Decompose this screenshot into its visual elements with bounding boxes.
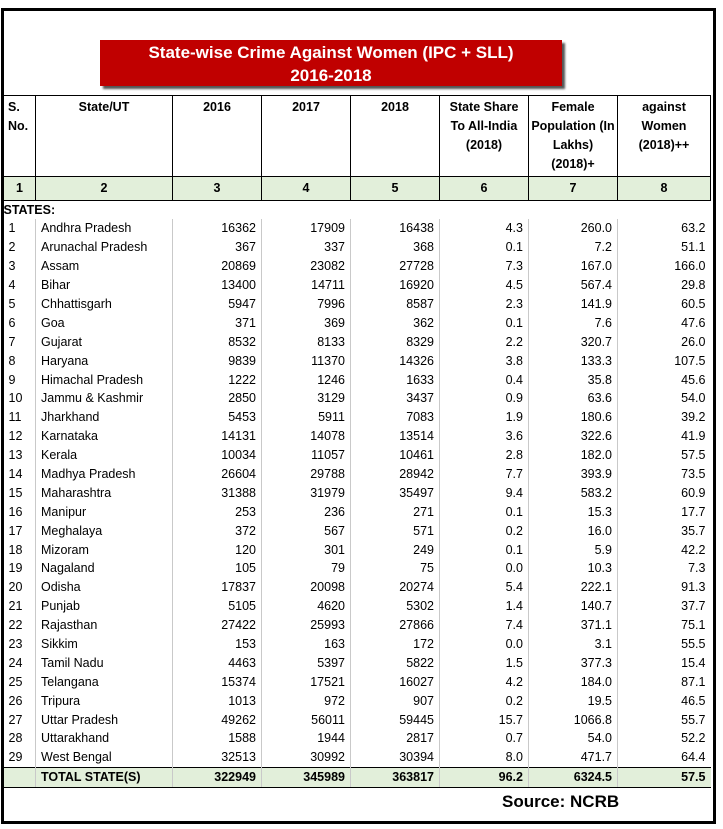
value-cell: 35.7 — [618, 521, 711, 540]
state-name: Sikkim — [36, 635, 173, 654]
serial-number: 19 — [8, 561, 23, 576]
table-row — [4, 238, 711, 257]
value-cell: 141.9 — [529, 295, 618, 314]
column-number: 6 — [440, 177, 529, 201]
value-cell: 0.1 — [440, 238, 529, 257]
state-name: Andhra Pradesh — [36, 219, 173, 238]
value-cell: 26604 — [173, 465, 262, 484]
serial-number: 14 — [8, 467, 23, 482]
value-cell: 28942 — [351, 465, 440, 484]
table-row — [4, 521, 711, 540]
value-cell: 3.6 — [440, 427, 529, 446]
serial-number: 9 — [8, 372, 16, 387]
serial-number: 23 — [8, 637, 23, 652]
value-cell: 184.0 — [529, 672, 618, 691]
value-cell: 14131 — [173, 427, 262, 446]
serial-number: 26 — [8, 693, 23, 708]
value-cell: 2.2 — [440, 332, 529, 351]
table-row — [4, 578, 711, 597]
value-cell: 337 — [262, 238, 351, 257]
table-row — [4, 559, 711, 578]
value-cell: 17.7 — [618, 502, 711, 521]
value-cell: 166.0 — [618, 257, 711, 276]
column-header: 2018 — [351, 96, 440, 177]
value-cell: 52.2 — [618, 729, 711, 748]
table-row — [4, 219, 711, 238]
table-row — [4, 672, 711, 691]
value-cell: 5397 — [262, 653, 351, 672]
value-cell: 57.5 — [618, 446, 711, 465]
serial-number: 18 — [8, 542, 23, 557]
state-name: Uttar Pradesh — [36, 710, 173, 729]
value-cell: 363817 — [351, 767, 440, 787]
table-row — [4, 313, 711, 332]
value-cell: 35.8 — [529, 370, 618, 389]
value-cell: 8133 — [262, 332, 351, 351]
value-cell: 5822 — [351, 653, 440, 672]
value-cell: 471.7 — [529, 748, 618, 767]
crime-table — [3, 95, 711, 788]
table-row — [4, 446, 711, 465]
value-cell: 107.5 — [618, 351, 711, 370]
serial-number: 11 — [8, 410, 22, 425]
state-name: Assam — [36, 257, 173, 276]
value-cell: 972 — [262, 691, 351, 710]
value-cell: 14326 — [351, 351, 440, 370]
value-cell: 9.4 — [440, 483, 529, 502]
state-name: Arunachal Pradesh — [36, 238, 173, 257]
state-name: Rajasthan — [36, 616, 173, 635]
state-name: Tamil Nadu — [36, 653, 173, 672]
value-cell: 260.0 — [529, 219, 618, 238]
serial-number: 24 — [8, 655, 23, 670]
value-cell: 1066.8 — [529, 710, 618, 729]
value-cell: 59445 — [351, 710, 440, 729]
value-cell: 54.0 — [618, 389, 711, 408]
value-cell: 583.2 — [529, 483, 618, 502]
value-cell: 5947 — [173, 295, 262, 314]
column-number: 5 — [351, 177, 440, 201]
source-note: Source: NCRB — [502, 792, 620, 811]
table-row — [4, 465, 711, 484]
value-cell: 180.6 — [529, 408, 618, 427]
value-cell: 2817 — [351, 729, 440, 748]
value-cell: 30992 — [262, 748, 351, 767]
column-number: 2 — [36, 177, 173, 201]
value-cell: 182.0 — [529, 446, 618, 465]
value-cell: 16438 — [351, 219, 440, 238]
value-cell: 10461 — [351, 446, 440, 465]
value-cell: 23082 — [262, 257, 351, 276]
section-row — [4, 201, 711, 220]
value-cell: 15.3 — [529, 502, 618, 521]
value-cell: 14078 — [262, 427, 351, 446]
value-cell: 1246 — [262, 370, 351, 389]
value-cell: 20098 — [262, 578, 351, 597]
value-cell: 222.1 — [529, 578, 618, 597]
value-cell: 60.9 — [618, 483, 711, 502]
state-name: Jammu & Kashmir — [36, 389, 173, 408]
value-cell: 7.3 — [618, 559, 711, 578]
state-name: Manipur — [36, 502, 173, 521]
value-cell: 25993 — [262, 616, 351, 635]
value-cell: 3437 — [351, 389, 440, 408]
value-cell: 6324.5 — [529, 767, 618, 787]
table-row — [4, 729, 711, 748]
serial-number: 17 — [8, 523, 23, 538]
serial-number: 15 — [8, 485, 23, 500]
column-number: 8 — [618, 177, 711, 201]
column-header: Female Population (In Lakhs) (2018)+ — [529, 96, 618, 177]
value-cell: 301 — [262, 540, 351, 559]
state-name: TOTAL STATE(S) — [36, 767, 173, 787]
state-name: Telangana — [36, 672, 173, 691]
value-cell: 0.4 — [440, 370, 529, 389]
value-cell: 5.4 — [440, 578, 529, 597]
value-cell: 27866 — [351, 616, 440, 635]
value-cell: 0.1 — [440, 540, 529, 559]
value-cell: 10034 — [173, 446, 262, 465]
table-row — [4, 635, 711, 654]
value-cell: 31979 — [262, 483, 351, 502]
title-line-2: 2016-2018 — [290, 66, 372, 85]
title-banner — [100, 40, 562, 86]
value-cell: 253 — [173, 502, 262, 521]
column-header: 2017 — [262, 96, 351, 177]
serial-number: 12 — [8, 429, 23, 444]
value-cell: 0.1 — [440, 502, 529, 521]
table-row — [4, 691, 711, 710]
table-row — [4, 332, 711, 351]
state-name: Gujarat — [36, 332, 173, 351]
value-cell: 368 — [351, 238, 440, 257]
column-number: 3 — [173, 177, 262, 201]
value-cell: 3.1 — [529, 635, 618, 654]
value-cell: 17521 — [262, 672, 351, 691]
table-row — [4, 276, 711, 295]
table-row — [4, 370, 711, 389]
value-cell: 15.7 — [440, 710, 529, 729]
value-cell: 0.0 — [440, 635, 529, 654]
value-cell: 47.6 — [618, 313, 711, 332]
serial-number: 25 — [8, 674, 23, 689]
column-number: 4 — [262, 177, 351, 201]
value-cell: 2.8 — [440, 446, 529, 465]
value-cell: 5302 — [351, 597, 440, 616]
state-name: Bihar — [36, 276, 173, 295]
value-cell: 73.5 — [618, 465, 711, 484]
table-row — [4, 597, 711, 616]
value-cell: 20274 — [351, 578, 440, 597]
value-cell: 3.8 — [440, 351, 529, 370]
table-row — [4, 748, 711, 767]
state-name: Uttarakhand — [36, 729, 173, 748]
value-cell: 0.2 — [440, 691, 529, 710]
value-cell: 4.3 — [440, 219, 529, 238]
state-name: Maharashtra — [36, 483, 173, 502]
value-cell: 322949 — [173, 767, 262, 787]
serial-number: 28 — [8, 731, 23, 746]
value-cell: 17909 — [262, 219, 351, 238]
column-header: against Women (2018)++ — [618, 96, 711, 177]
value-cell: 55.7 — [618, 710, 711, 729]
value-cell: 15.4 — [618, 653, 711, 672]
value-cell: 1.9 — [440, 408, 529, 427]
value-cell: 16.0 — [529, 521, 618, 540]
value-cell: 236 — [262, 502, 351, 521]
table-row — [4, 616, 711, 635]
value-cell: 567.4 — [529, 276, 618, 295]
value-cell: 4.2 — [440, 672, 529, 691]
value-cell: 120 — [173, 540, 262, 559]
value-cell: 10.3 — [529, 559, 618, 578]
serial-number: 16 — [8, 504, 23, 519]
section-label: STATES: — [3, 203, 56, 217]
value-cell: 37.7 — [618, 597, 711, 616]
value-cell: 345989 — [262, 767, 351, 787]
serial-number: 8 — [8, 353, 16, 368]
value-cell: 49262 — [173, 710, 262, 729]
state-name: Punjab — [36, 597, 173, 616]
value-cell: 32513 — [173, 748, 262, 767]
value-cell: 7083 — [351, 408, 440, 427]
value-cell: 0.9 — [440, 389, 529, 408]
table-row — [4, 483, 711, 502]
serial-number: 21 — [8, 599, 23, 614]
value-cell: 7.3 — [440, 257, 529, 276]
serial-number: 22 — [8, 618, 23, 633]
value-cell: 5453 — [173, 408, 262, 427]
value-cell: 27422 — [173, 616, 262, 635]
total-row — [4, 767, 711, 787]
title-line-1: State-wise Crime Against Women (IPC + SLL) — [148, 43, 514, 62]
value-cell: 13400 — [173, 276, 262, 295]
header-row — [4, 96, 711, 177]
value-cell: 5105 — [173, 597, 262, 616]
column-header: 2016 — [173, 96, 262, 177]
serial-number: 4 — [8, 278, 16, 293]
table-row — [4, 295, 711, 314]
value-cell: 320.7 — [529, 332, 618, 351]
value-cell: 8.0 — [440, 748, 529, 767]
value-cell: 0.0 — [440, 559, 529, 578]
table-row — [4, 653, 711, 672]
value-cell: 8587 — [351, 295, 440, 314]
column-number: 7 — [529, 177, 618, 201]
serial-number: 10 — [8, 391, 23, 406]
value-cell: 79 — [262, 559, 351, 578]
value-cell: 271 — [351, 502, 440, 521]
value-cell: 91.3 — [618, 578, 711, 597]
value-cell: 322.6 — [529, 427, 618, 446]
value-cell: 1944 — [262, 729, 351, 748]
table-row — [4, 710, 711, 729]
column-number-row — [4, 177, 711, 201]
value-cell: 0.7 — [440, 729, 529, 748]
value-cell: 567 — [262, 521, 351, 540]
value-cell: 29.8 — [618, 276, 711, 295]
value-cell: 362 — [351, 313, 440, 332]
state-name: West Bengal — [36, 748, 173, 767]
serial-number: 1 — [8, 221, 16, 236]
table-row — [4, 427, 711, 446]
value-cell: 0.1 — [440, 313, 529, 332]
value-cell: 29788 — [262, 465, 351, 484]
serial-number: 29 — [8, 750, 23, 765]
value-cell: 54.0 — [529, 729, 618, 748]
value-cell: 75 — [351, 559, 440, 578]
state-name: Goa — [36, 313, 173, 332]
value-cell: 907 — [351, 691, 440, 710]
value-cell: 55.5 — [618, 635, 711, 654]
value-cell: 2.3 — [440, 295, 529, 314]
value-cell: 377.3 — [529, 653, 618, 672]
value-cell: 75.1 — [618, 616, 711, 635]
column-number: 1 — [4, 177, 36, 201]
value-cell: 42.2 — [618, 540, 711, 559]
state-name: Meghalaya — [36, 521, 173, 540]
serial-number: 2 — [8, 240, 16, 255]
value-cell: 4463 — [173, 653, 262, 672]
state-name: Tripura — [36, 691, 173, 710]
serial-number: 7 — [8, 334, 16, 349]
value-cell: 51.1 — [618, 238, 711, 257]
state-name: Nagaland — [36, 559, 173, 578]
value-cell: 7.2 — [529, 238, 618, 257]
value-cell: 5911 — [262, 408, 351, 427]
value-cell: 4.5 — [440, 276, 529, 295]
value-cell: 367 — [173, 238, 262, 257]
state-name: Haryana — [36, 351, 173, 370]
value-cell: 163 — [262, 635, 351, 654]
value-cell: 45.6 — [618, 370, 711, 389]
value-cell: 133.3 — [529, 351, 618, 370]
value-cell: 19.5 — [529, 691, 618, 710]
serial-number — [4, 767, 36, 787]
value-cell: 63.6 — [529, 389, 618, 408]
value-cell: 0.2 — [440, 521, 529, 540]
value-cell: 64.4 — [618, 748, 711, 767]
table-row — [4, 351, 711, 370]
value-cell: 30394 — [351, 748, 440, 767]
state-name: Himachal Pradesh — [36, 370, 173, 389]
value-cell: 5.9 — [529, 540, 618, 559]
value-cell: 153 — [173, 635, 262, 654]
state-name: Odisha — [36, 578, 173, 597]
column-header: S. No. — [4, 96, 36, 177]
table-body — [4, 201, 711, 788]
column-header: State Share To All-India (2018) — [440, 96, 529, 177]
table-row — [4, 408, 711, 427]
value-cell: 1588 — [173, 729, 262, 748]
state-name: Karnataka — [36, 427, 173, 446]
state-name: Kerala — [36, 446, 173, 465]
value-cell: 4620 — [262, 597, 351, 616]
value-cell: 15374 — [173, 672, 262, 691]
value-cell: 2850 — [173, 389, 262, 408]
value-cell: 57.5 — [618, 767, 711, 787]
value-cell: 393.9 — [529, 465, 618, 484]
value-cell: 105 — [173, 559, 262, 578]
value-cell: 9839 — [173, 351, 262, 370]
serial-number: 20 — [8, 580, 23, 595]
value-cell: 249 — [351, 540, 440, 559]
serial-number: 13 — [8, 448, 23, 463]
value-cell: 571 — [351, 521, 440, 540]
state-name: Jharkhand — [36, 408, 173, 427]
serial-number: 6 — [8, 315, 16, 330]
value-cell: 14711 — [262, 276, 351, 295]
value-cell: 16362 — [173, 219, 262, 238]
serial-number: 3 — [8, 259, 16, 274]
value-cell: 46.5 — [618, 691, 711, 710]
value-cell: 1.4 — [440, 597, 529, 616]
value-cell: 16920 — [351, 276, 440, 295]
value-cell: 13514 — [351, 427, 440, 446]
value-cell: 26.0 — [618, 332, 711, 351]
value-cell: 27728 — [351, 257, 440, 276]
value-cell: 1013 — [173, 691, 262, 710]
value-cell: 371.1 — [529, 616, 618, 635]
value-cell: 17837 — [173, 578, 262, 597]
value-cell: 60.5 — [618, 295, 711, 314]
column-header: State/UT — [36, 96, 173, 177]
value-cell: 172 — [351, 635, 440, 654]
value-cell: 11057 — [262, 446, 351, 465]
value-cell: 140.7 — [529, 597, 618, 616]
value-cell: 167.0 — [529, 257, 618, 276]
value-cell: 3129 — [262, 389, 351, 408]
value-cell: 16027 — [351, 672, 440, 691]
value-cell: 63.2 — [618, 219, 711, 238]
serial-number: 5 — [8, 297, 16, 311]
value-cell: 56011 — [262, 710, 351, 729]
value-cell: 1222 — [173, 370, 262, 389]
state-name: Madhya Pradesh — [36, 465, 173, 484]
value-cell: 35497 — [351, 483, 440, 502]
value-cell: 371 — [173, 313, 262, 332]
value-cell: 369 — [262, 313, 351, 332]
value-cell: 7.6 — [529, 313, 618, 332]
value-cell: 1633 — [351, 370, 440, 389]
table-row — [4, 389, 711, 408]
value-cell: 11370 — [262, 351, 351, 370]
value-cell: 20869 — [173, 257, 262, 276]
value-cell: 7.4 — [440, 616, 529, 635]
value-cell: 41.9 — [618, 427, 711, 446]
table-row — [4, 540, 711, 559]
state-name: Chhattisgarh — [36, 295, 173, 314]
value-cell: 87.1 — [618, 672, 711, 691]
serial-number: 27 — [8, 712, 23, 727]
state-name: Mizoram — [36, 540, 173, 559]
value-cell: 7.7 — [440, 465, 529, 484]
value-cell: 39.2 — [618, 408, 711, 427]
value-cell: 96.2 — [440, 767, 529, 787]
value-cell: 1.5 — [440, 653, 529, 672]
value-cell: 372 — [173, 521, 262, 540]
table-row — [4, 502, 711, 521]
value-cell: 7996 — [262, 295, 351, 314]
value-cell: 8532 — [173, 332, 262, 351]
value-cell: 31388 — [173, 483, 262, 502]
value-cell: 8329 — [351, 332, 440, 351]
table-row — [4, 257, 711, 276]
